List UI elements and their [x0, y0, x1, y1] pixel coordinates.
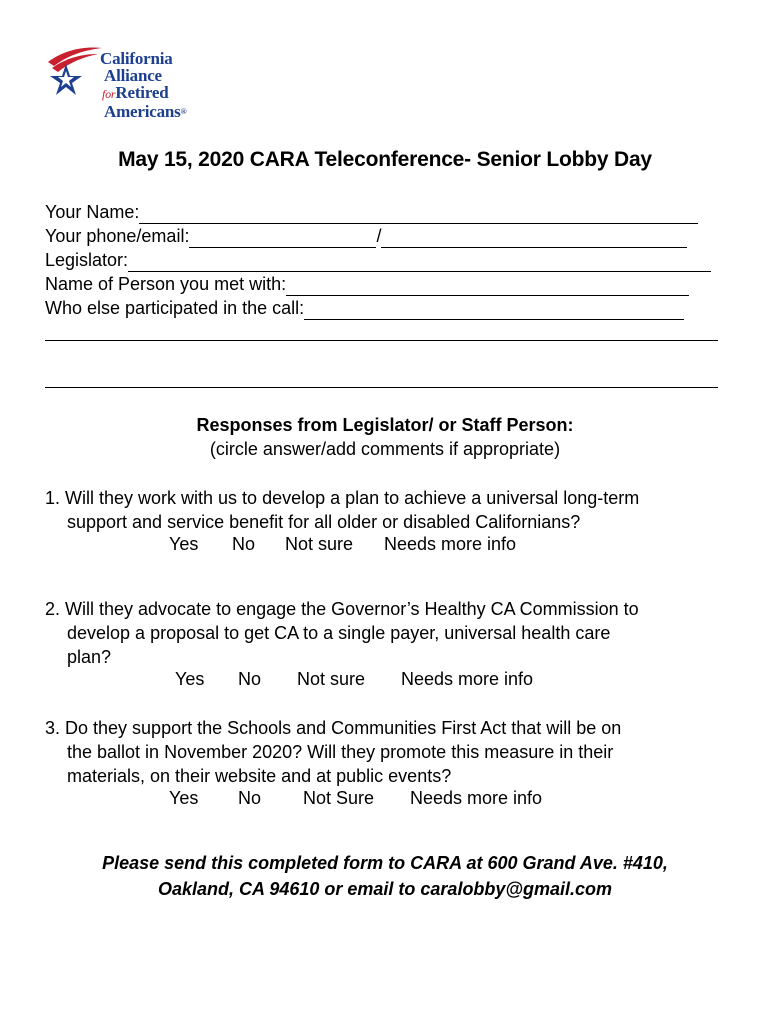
name-label: Your Name: — [45, 202, 140, 222]
footer-line-1: Please send this completed form to CARA at 600 Grand Ave. #410, — [102, 853, 668, 873]
participants-extra-line-1[interactable] — [45, 340, 718, 341]
answer-needs-more-info[interactable]: Needs more info — [410, 788, 543, 808]
submission-instructions — [0, 850, 770, 902]
footer-line-2: Oakland, CA 94610 or email to caralobby@gmail.com — [157, 879, 613, 899]
logo-for: for — [102, 87, 116, 101]
met-with-label: Name of Person you met with: — [45, 274, 287, 294]
star-swoosh-logo-icon — [44, 44, 106, 106]
question-1-line-1: 1. Will they work with us to develop a plan to achieve a universal long-term — [45, 488, 640, 508]
question-2-line-1: 2. Will they advocate to engage the Governor’s Healthy CA Commission to — [45, 599, 639, 619]
logo-line-4: Americans — [104, 102, 181, 121]
answer-no[interactable]: No — [232, 534, 256, 554]
responses-subheading: (circle answer/add comments if appropriate) — [209, 439, 561, 459]
phone-separator: / — [376, 226, 382, 246]
participants-line[interactable] — [304, 300, 684, 320]
question-3-line-3: materials, on their website and at public events? — [67, 766, 452, 786]
legislator-line[interactable] — [128, 252, 711, 272]
phone-label: Your phone/email: — [45, 226, 190, 246]
question-2-line-2: develop a proposal to get CA to a single payer, universal health care — [67, 623, 611, 643]
logo-line-2: Alliance — [104, 66, 162, 85]
answer-no[interactable]: No — [238, 788, 262, 808]
logo-wordmark — [100, 50, 186, 120]
question-1 — [45, 486, 725, 534]
answer-yes[interactable]: Yes — [169, 788, 199, 808]
name-line[interactable] — [139, 204, 698, 224]
responses-heading: Responses from Legislator/ or Staff Person: — [196, 415, 574, 435]
question-3-line-1: 3. Do they support the Schools and Communities First Act that will be on — [45, 718, 622, 738]
participants-extra-line-2[interactable] — [45, 387, 718, 388]
answer-no[interactable]: No — [238, 669, 262, 689]
page-title: May 15, 2020 CARA Teleconference- Senior Lobby Day — [118, 148, 652, 171]
answer-needs-more-info[interactable]: Needs more info — [401, 669, 534, 689]
met-with-line[interactable] — [286, 276, 689, 296]
answer-needs-more-info[interactable]: Needs more info — [384, 534, 517, 554]
question-2 — [45, 597, 725, 669]
cara-logo — [44, 44, 204, 126]
email-line[interactable] — [381, 228, 687, 248]
logo-line-3: Retired — [115, 83, 169, 102]
answer-not-sure[interactable]: Not sure — [297, 669, 366, 689]
question-3 — [45, 716, 725, 788]
registered-mark: ® — [180, 107, 187, 116]
participants-field[interactable] — [45, 296, 684, 320]
name-field[interactable] — [45, 200, 698, 224]
answer-yes[interactable]: Yes — [175, 669, 205, 689]
answer-not-sure[interactable]: Not Sure — [303, 788, 375, 808]
phone-email-field[interactable] — [45, 224, 687, 248]
answer-yes[interactable]: Yes — [169, 534, 199, 554]
participants-label: Who else participated in the call: — [45, 298, 305, 318]
logo-line-1: California — [100, 49, 173, 68]
met-with-field[interactable] — [45, 272, 689, 296]
legislator-label: Legislator: — [45, 250, 129, 270]
question-3-line-2: the ballot in November 2020? Will they promote this measure in their — [67, 742, 614, 762]
phone-line[interactable] — [189, 228, 376, 248]
answer-not-sure[interactable]: Not sure — [285, 534, 354, 554]
question-2-line-3: plan? — [67, 647, 112, 667]
legislator-field[interactable] — [45, 248, 711, 272]
question-1-line-2: support and service benefit for all older or disabled Californians? — [67, 512, 581, 532]
